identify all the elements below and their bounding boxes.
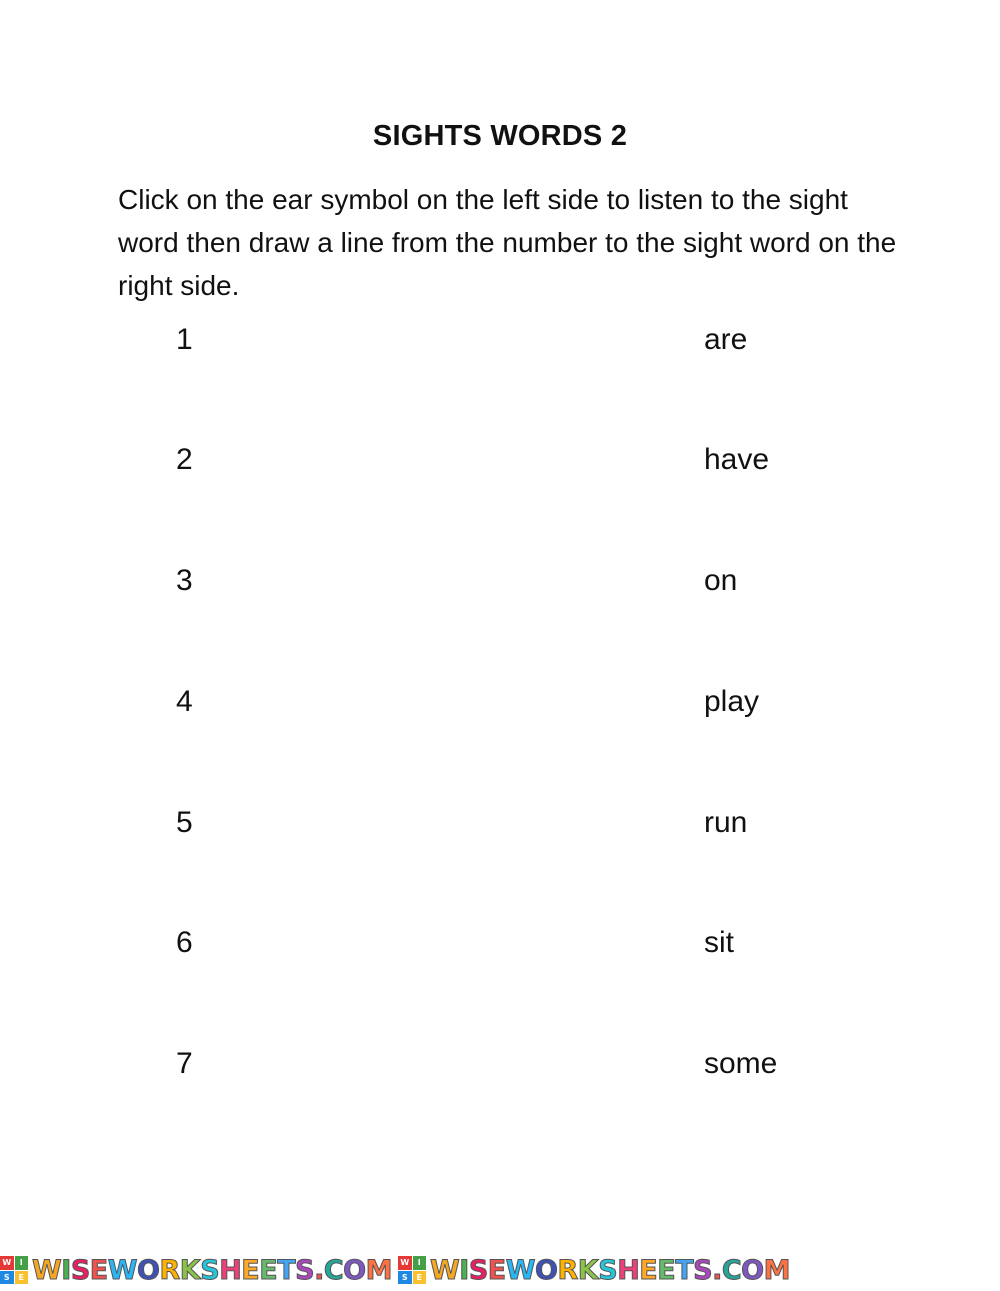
brand-letter: E [89, 1254, 108, 1286]
number-label[interactable]: 4 [176, 685, 193, 718]
brand-logo [0, 1255, 392, 1286]
brand-letter: M [365, 1254, 392, 1286]
brand-letter: E [259, 1254, 278, 1286]
brand-logo [398, 1255, 790, 1286]
number-label[interactable]: 3 [176, 564, 193, 597]
brand-letter: S [598, 1254, 618, 1286]
brand-letter: W [32, 1254, 62, 1286]
brand-letter: T [277, 1254, 296, 1286]
brand-letter: E [487, 1254, 506, 1286]
brand-letter: H [219, 1254, 242, 1286]
brand-letter: K [577, 1254, 599, 1286]
brand-letter: I [459, 1254, 469, 1286]
sight-word[interactable]: play [704, 685, 760, 718]
brand-letter: W [107, 1254, 138, 1286]
brand-letter: O [535, 1254, 558, 1286]
footer-watermark [0, 1252, 1000, 1288]
match-row [0, 323, 1000, 363]
brand-letter: R [557, 1254, 578, 1286]
number-label[interactable]: 1 [176, 323, 193, 356]
instructions-text: Click on the ear symbol on the left side to listen to the sight word then draw a line from the number to the sight word on the right side. [118, 184, 897, 301]
brand-letter: S [295, 1254, 315, 1286]
brand-letter: E [657, 1254, 676, 1286]
logo-icon: W I S E [398, 1256, 426, 1284]
brand-letter: . [712, 1254, 722, 1286]
match-row [0, 926, 1000, 966]
brand-letter: O [741, 1254, 764, 1286]
brand-letter: S [468, 1254, 488, 1286]
brand-letter: W [430, 1254, 460, 1286]
brand-letter: C [721, 1254, 742, 1286]
match-row [0, 685, 1000, 725]
brand-letter: S [200, 1254, 220, 1286]
logo-icon: W I S E [0, 1256, 28, 1284]
brand-letter: T [675, 1254, 694, 1286]
sight-word[interactable]: on [704, 564, 738, 597]
brand-letter: O [137, 1254, 160, 1286]
number-label[interactable]: 7 [176, 1047, 193, 1080]
sight-word[interactable]: are [704, 323, 748, 356]
brand-letter: E [241, 1254, 260, 1286]
number-label[interactable]: 6 [176, 926, 193, 959]
brand-letter: I [61, 1254, 71, 1286]
sight-word[interactable]: some [704, 1047, 778, 1080]
number-label[interactable]: 2 [176, 443, 193, 476]
match-row [0, 1047, 1000, 1087]
sight-word[interactable]: sit [704, 926, 734, 959]
brand-text [430, 1255, 790, 1286]
brand-letter: E [639, 1254, 658, 1286]
page-title: SIGHTS WORDS 2 [372, 120, 628, 152]
brand-letter: W [505, 1254, 536, 1286]
number-label[interactable]: 5 [176, 806, 193, 839]
brand-letter: R [159, 1254, 180, 1286]
sight-word[interactable]: have [704, 443, 770, 476]
brand-letter: C [323, 1254, 344, 1286]
brand-letter: K [179, 1254, 201, 1286]
brand-text [32, 1255, 392, 1286]
sight-word[interactable]: run [704, 806, 748, 839]
brand-letter: . [314, 1254, 324, 1286]
match-row [0, 806, 1000, 846]
brand-letter: S [693, 1254, 713, 1286]
brand-letter: M [763, 1254, 790, 1286]
brand-letter: S [70, 1254, 90, 1286]
brand-letter: H [617, 1254, 640, 1286]
match-row [0, 564, 1000, 604]
brand-letter: O [343, 1254, 366, 1286]
match-row [0, 443, 1000, 483]
